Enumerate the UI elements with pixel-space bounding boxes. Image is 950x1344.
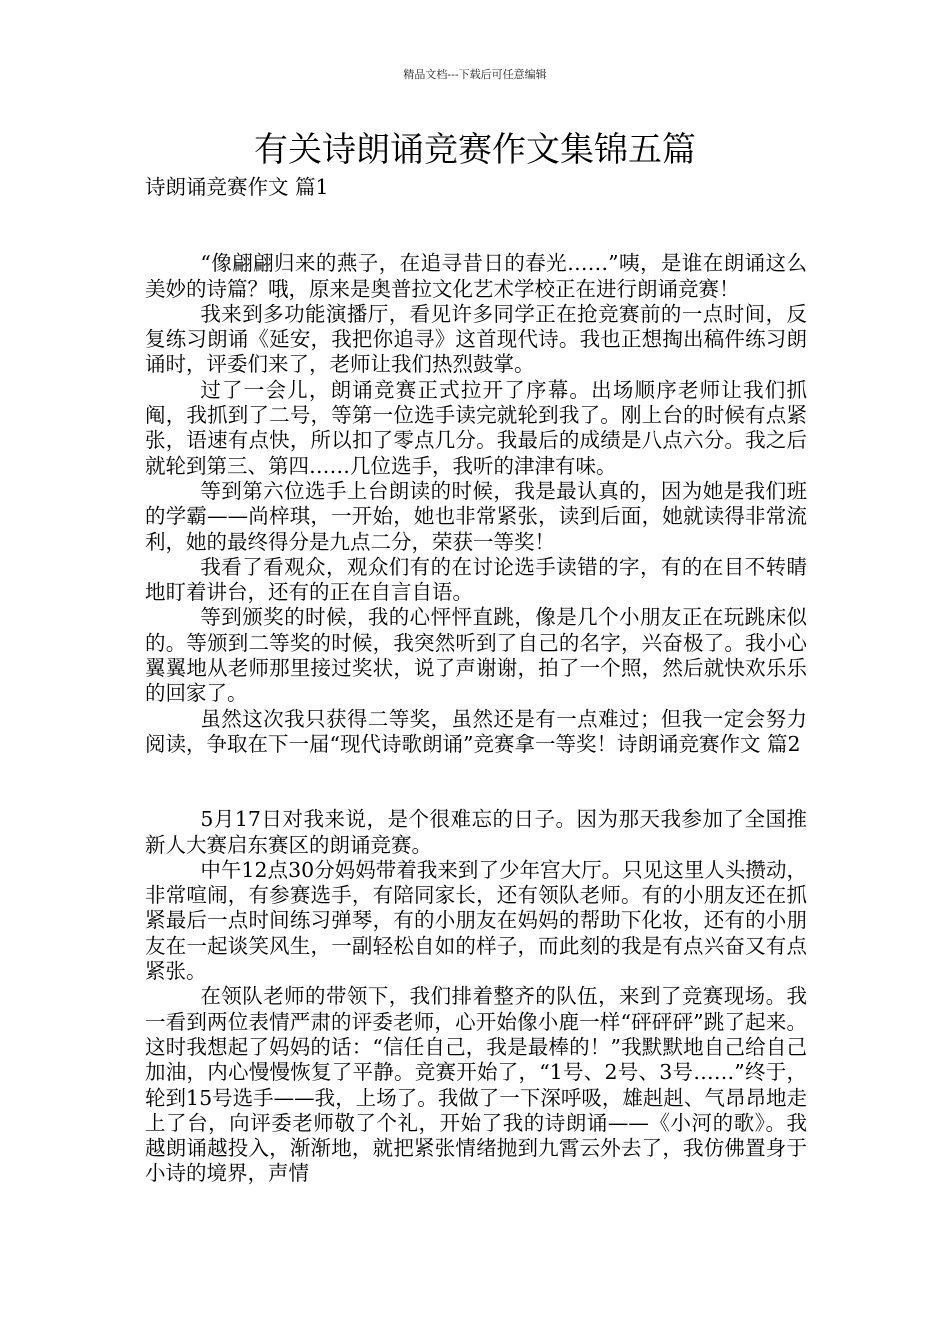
- section-2-heading: 诗朗诵竞赛作文 篇2: [616, 731, 801, 756]
- section-1-paragraph-7: [145, 707, 807, 758]
- section-1-gap: [145, 200, 807, 251]
- section-1-paragraph-5: 我看了看观众，观众们有的在讨论选手读错的字，有的在目不转睛地盯着讲台，还有的正在自言自语。: [145, 554, 807, 605]
- document-title: 有关诗朗诵竞赛作文集锦五篇: [254, 130, 696, 170]
- section-1-heading: 诗朗诵竞赛作文 篇1: [145, 175, 329, 199]
- section-1-paragraph-2: 我来到多功能演播厅，看见许多同学正在抢竞赛前的一点时间，反复练习朗诵《延安，我把你追寻》这首现代诗。我也正想掏出稿件练习朗诵时，评委们来了，老师让我们热烈鼓掌。: [145, 301, 807, 377]
- page-header-note: 精品文档---下载后可任意编辑: [403, 68, 547, 81]
- section-1-paragraph-7-text: 虽然这次我只获得二等奖，虽然还是有一点难过；但我一定会努力阅读，争取在下一届“现代诗歌朗诵”竞赛拿一等奖！: [145, 706, 807, 756]
- section-1-paragraph-6: 等到颁奖的时候，我的心怦怦直跳，像是几个小朋友正在玩跳床似的。等颁到二等奖的时候，我突然听到了自己的名字，兴奋极了。我小心翼翼地从老师那里接过奖状，说了声谢谢，拍了一个照，然后就快欢乐乐的回家了。: [145, 605, 807, 706]
- section-1-paragraph-1: “像翩翩归来的燕子，在追寻昔日的春光……”咦，是谁在朗诵这么美妙的诗篇？哦，原来是奥普拉文化艺术学校正在进行朗诵竞赛！: [145, 251, 807, 301]
- section-2-paragraph-3: 在领队老师的带领下，我们排着整齐的队伍，来到了竞赛现场。我一看到两位表情严肃的评委老师，心开始像小鹿一样“砰砰砰”跳了起来。这时我想起了妈妈的话：“信任自己，我是最棒的！”我默默地自己给自己加油，内心慢慢恢复了平静。竞赛开始了，“1号、2号、3号……”终于，轮到15号选手——我，上场了。我做了一下深呼吸，雄赳赳、气昂昂地走上了台，向评委老师敬了个礼，开始了我的诗朗诵——《小河的歌》。我越朗诵越投入，渐渐地，就把紧张情绪抛到九霄云外去了，我仿佛置身于小诗的境界，声情: [145, 984, 807, 1186]
- section-1-paragraph-4: 等到第六位选手上台朗读的时候，我是最认真的，因为她是我们班的学霸——尚梓琪，一开始，她也非常紧张，读到后面，她就读得非常流利，她的最终得分是九点二分，荣获一等奖！: [145, 478, 807, 554]
- document-body: [145, 175, 807, 1187]
- section-2-paragraph-1: 5月17日对我来说，是个很难忘的日子。因为那天我参加了全国推新人大赛启东赛区的朗诵竞赛。: [145, 807, 807, 857]
- section-2-paragraph-2: 中午12点30分妈妈带着我来到了少年宫大厅。只见这里人头攒动，非常喧闹，有参赛选手，有陪同家长，还有领队老师。有的小朋友还在抓紧最后一点时间练习弹琴，有的小朋友在妈妈的帮助下化妆，还有的小朋友在一起谈笑风生，一副轻松自如的样子，而此刻的我是有点兴奋又有点紧张。: [145, 857, 807, 984]
- section-1-paragraph-3: 过了一会儿，朗诵竞赛正式拉开了序幕。出场顺序老师让我们抓阄，我抓到了二号，等第一位选手读完就轮到我了。刚上台的时候有点紧张，语速有点快，所以扣了零点几分。我最后的成绩是八点六分。我之后就轮到第三、第四……几位选手，我听的津津有味。: [145, 377, 807, 478]
- section-2-gap: [145, 757, 807, 807]
